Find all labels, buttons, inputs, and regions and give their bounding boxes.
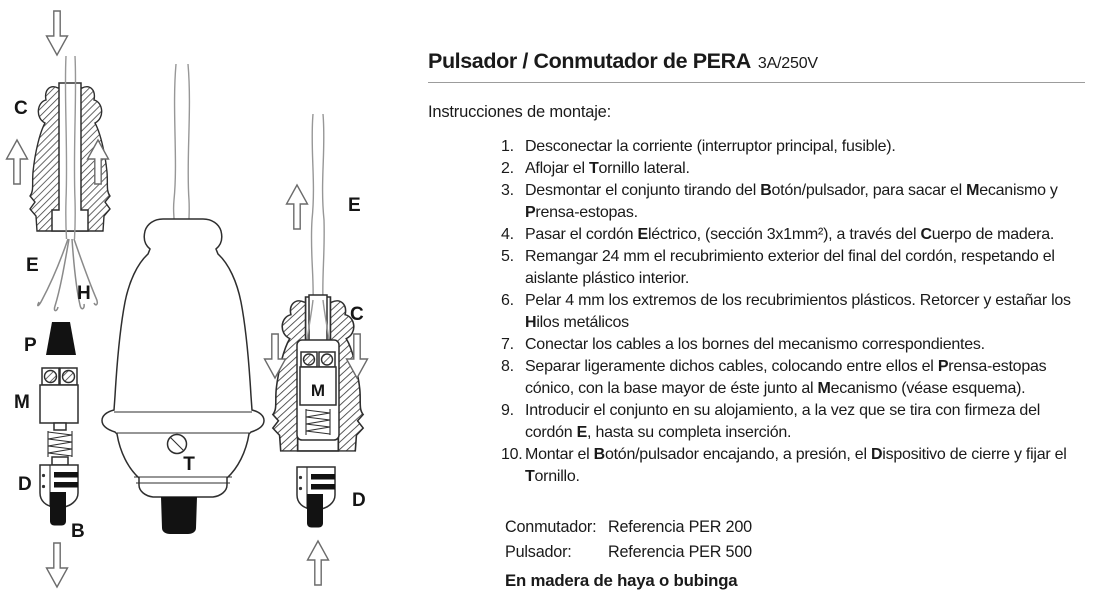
step-text: Montar el Botón/pulsador encajando, a presión, el Dispositivo de cierre y fijar el Tornillo. [525,446,1067,485]
instruction-step [501,180,1088,224]
cord-line [311,114,313,301]
page-title: Pulsador / Conmutador de PERA [428,49,751,73]
instructions-heading: Instrucciones de montaje: [428,103,612,121]
reference-row [505,515,1088,540]
step-text: Pelar 4 mm los extremos de los recubrimientos plásticos. Retorcer y estañar los Hilos metálicos [525,292,1071,331]
step-number: 7. [501,336,514,353]
arrow-down-icon [47,11,68,55]
section-view-diagram [265,114,368,585]
rating-label: 3A/250V [757,55,818,72]
step-text: Aflojar el Tornillo lateral. [525,160,690,177]
reference-label: Pulsador: [505,542,572,561]
cord-line [188,64,189,219]
arrow-up-icon [287,185,308,229]
cord-channel [309,295,327,343]
step-text: Separar ligeramente dichos cables, colocando entre ellos el Prensa-estopas cónico, con la base mayor de éste junto al Mecanismo (véase esquema). [525,358,1047,397]
mechanism-part [40,368,78,465]
step-number: 4. [501,226,514,243]
step-number: 5. [501,248,514,265]
step-number: 9. [501,402,514,419]
label-mechanism: M [310,381,326,400]
references [505,515,1088,564]
thread-coil [48,432,72,456]
step-text: Desmontar el conjunto tirando del Botón/pulsador, para sacar el Mecanismo y Prensa-estopas. [525,182,1058,221]
label-gland: P [24,335,37,356]
closure-device [40,465,78,526]
label-cap: C [14,98,28,119]
step-text: Introducir el conjunto en su alojamiento, a la vez que se tira con firmeza del cordón E, hasta su completa inserción. [525,402,1041,441]
instruction-step [501,400,1088,444]
instruction-step [501,136,1088,158]
instructions-panel [428,0,1088,591]
step-text: Conectar los cables a los bornes del mecanismo correspondientes. [525,336,985,353]
arrow-up-icon [308,541,329,585]
exploded-view-diagram [7,11,111,587]
label-cord: E [26,255,39,276]
instruction-step [501,224,1088,246]
step-number: 10. [501,446,523,463]
instruction-step [501,444,1088,488]
step-number: 8. [501,358,514,375]
reference-value: Referencia PER 500 [608,542,752,561]
step-number: 6. [501,292,514,309]
label-closure: D [18,474,32,495]
reference-label: Conmutador: [505,518,597,536]
instructions-list [428,136,1088,488]
material-note: En madera de haya o bubinga [505,571,738,590]
label-cord: E [348,195,361,216]
step-text: Remangar 24 mm el recubrimiento exterior del final del cordón, respetando el aislante plástico interior. [525,248,1055,287]
step-number: 1. [501,138,514,155]
step-text: Pasar el cordón Eléctrico, (sección 3x1mm²), a través del Cuerpo de madera. [525,226,1055,243]
label-mechanism: M [14,392,30,413]
label-wires: H [77,283,91,304]
step-text: Desconectar la corriente (interruptor principal, fusible). [525,138,896,155]
instruction-step [501,158,1088,180]
instruction-step [501,246,1088,290]
instruction-step [501,334,1088,356]
step-number: 3. [501,182,514,199]
reference-value: Referencia PER 200 [608,518,752,536]
label-button: B [71,521,85,542]
push-button [161,497,197,534]
instruction-step [501,356,1088,400]
instruction-step [501,290,1088,334]
cord-line [323,114,325,301]
title-row [428,49,1088,73]
label-cap: C [350,304,364,325]
cord-line [174,64,176,219]
assembled-view-diagram [102,64,264,534]
reference-row [505,540,1088,565]
label-closure: D [352,490,366,511]
title-divider [428,82,1085,83]
label-screw: T [183,454,195,475]
arrow-up-icon [7,140,28,184]
closure-device [297,467,335,528]
assembly-diagrams [0,0,428,600]
step-number: 2. [501,160,514,177]
arrow-down-icon [47,543,68,587]
gland-cone [46,322,76,355]
